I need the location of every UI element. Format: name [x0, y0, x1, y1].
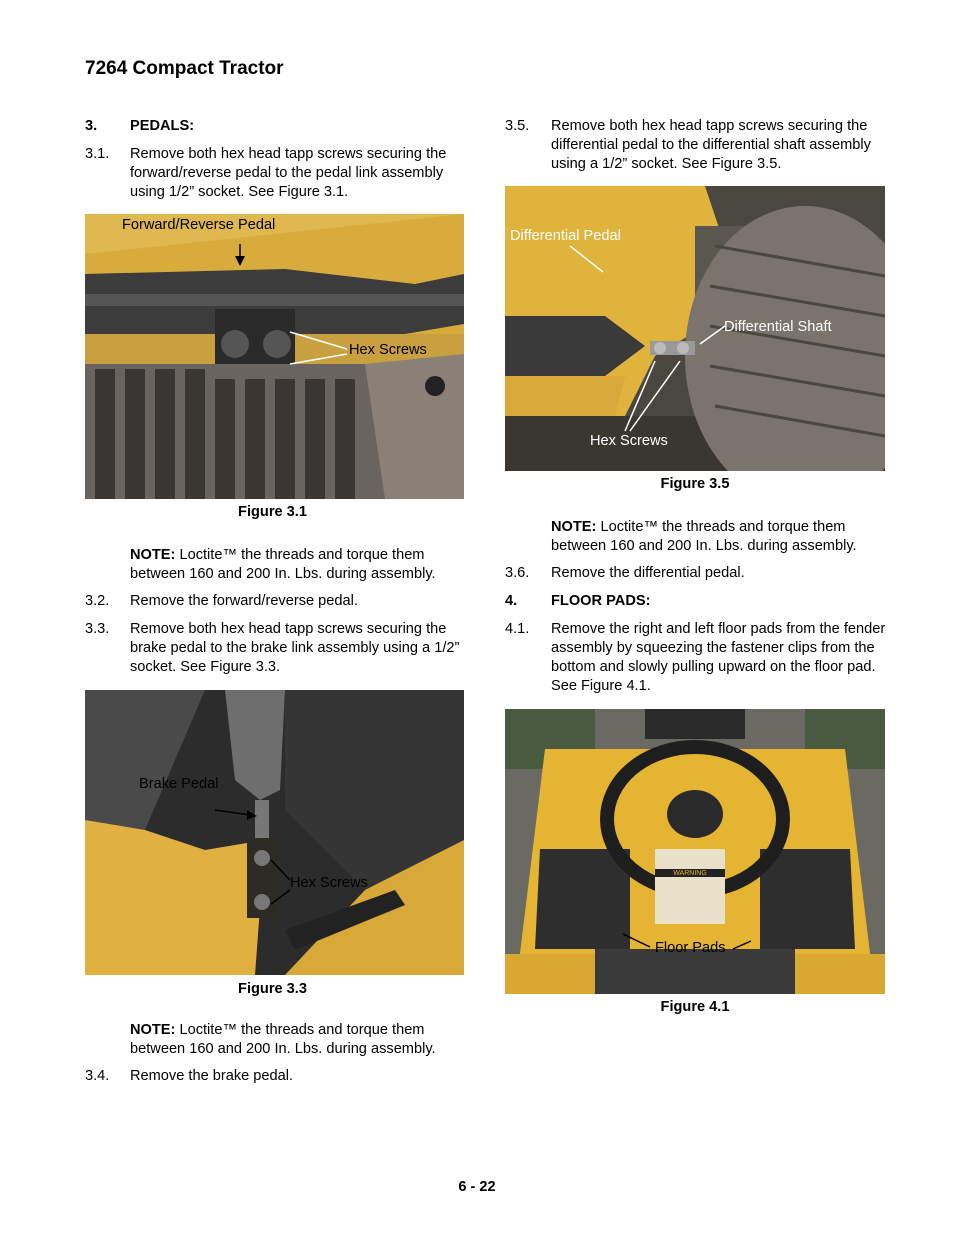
figure-3-1-caption: Figure 3.1 [238, 504, 307, 520]
label-hex-screws: Hex Screws [349, 342, 427, 358]
section-3-title: PEDALS: [130, 118, 195, 134]
step-3-6-text: Remove the differential pedal. [551, 565, 745, 581]
note-2: NOTE: Loctite™ the threads and torque them between 160 and 200 In. Lbs. during assembly. [130, 1022, 436, 1057]
figure-3-5-caption: Figure 3.5 [660, 476, 730, 492]
note-3: NOTE: Loctite™ the threads and torque them between 160 and 200 In. Lbs. during assembly. [551, 519, 857, 554]
figure-3-5-photo [505, 186, 885, 471]
step-4-1-number: 4.1. [505, 621, 530, 637]
figure-3-3-photo [85, 690, 464, 975]
page-number: 6 - 22 [458, 1179, 496, 1195]
label-brake-pedal: Brake Pedal [139, 776, 219, 792]
step-3-1-text: Remove both hex head tapp screws securing the forward/reverse pedal to the pedal link assembly using 1/2” socket. See Figure 3.1. [130, 146, 447, 200]
figure-4-1-photo [505, 709, 885, 994]
label-differential-pedal: Differential Pedal [510, 228, 621, 244]
figure-3-3-caption: Figure 3.3 [238, 981, 307, 997]
section-3-number: 3. [85, 118, 98, 134]
svg-text:WARNING: WARNING [673, 870, 707, 877]
section-4-number: 4. [505, 593, 518, 609]
label-hex-screws: Hex Screws [290, 875, 368, 891]
label-hex-screws: Hex Screws [590, 433, 668, 449]
step-3-4-number: 3.4. [85, 1068, 110, 1084]
figure-3-1-photo [85, 214, 464, 499]
label-differential-shaft: Differential Shaft [724, 319, 832, 335]
step-4-1-text: Remove the right and left floor pads from the fender assembly by squeezing the fastener clips from the bottom and slowly pulling upward on the floor pad. See Figure 4.1. [551, 621, 886, 694]
step-3-5-number: 3.5. [505, 118, 530, 134]
step-3-3-number: 3.3. [85, 621, 110, 637]
label-forward-reverse-pedal: Forward/Reverse Pedal [122, 217, 276, 233]
step-3-4-text: Remove the brake pedal. [130, 1068, 294, 1084]
step-3-6-number: 3.6. [505, 565, 530, 581]
step-3-1-number: 3.1. [85, 146, 110, 162]
step-3-2-number: 3.2. [85, 593, 110, 609]
step-3-3-text: Remove both hex head tapp screws securing the brake pedal to the brake link assembly using a 1/2” socket. See Figure 3.3. [130, 621, 460, 675]
figure-4-1-caption: Figure 4.1 [660, 999, 730, 1015]
note-1: NOTE: Loctite™ the threads and torque them between 160 and 200 In. Lbs. during assembly. [130, 547, 436, 582]
step-3-2-text: Remove the forward/reverse pedal. [130, 593, 358, 609]
step-3-5-text: Remove both hex head tapp screws securing the differential pedal to the differential shaft assembly using a 1/2” socket. See Figure 3.5. [551, 118, 871, 172]
label-floor-pads: Floor Pads [655, 940, 726, 956]
section-4-title: FLOOR PADS: [551, 593, 651, 609]
page-title: 7264 Compact Tractor [85, 58, 284, 79]
